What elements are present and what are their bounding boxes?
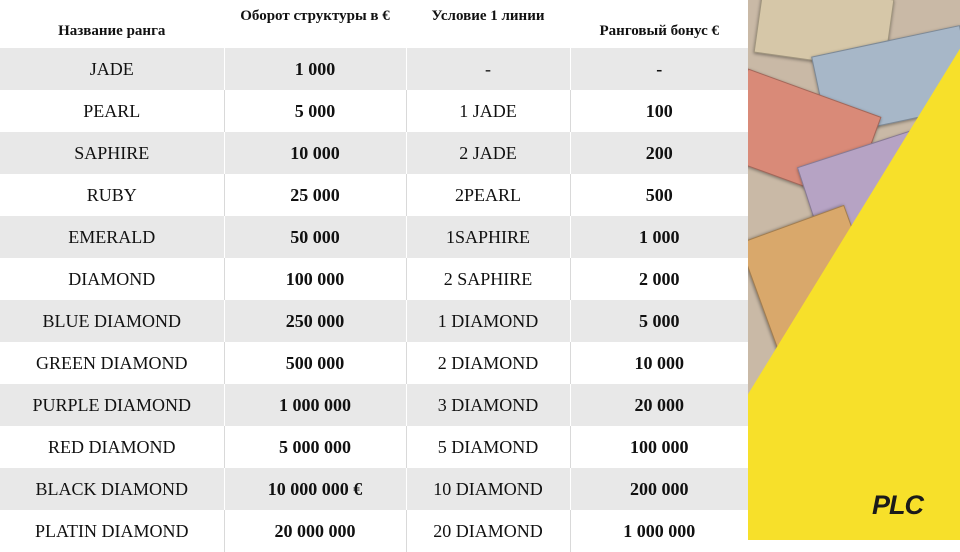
rank-name-cell: PEARL: [0, 90, 224, 132]
rank-name-cell: SAPHIRE: [0, 132, 224, 174]
rank-name-cell: BLACK DIAMOND: [0, 468, 224, 510]
rank-name-cell: PURPLE DIAMOND: [0, 384, 224, 426]
turnover-cell: 50 000: [224, 216, 406, 258]
table-row: [0, 510, 748, 552]
bonus-cell: 500: [570, 174, 748, 216]
condition-cell: 5 DIAMOND: [406, 426, 570, 468]
table-row: [0, 342, 748, 384]
rank-name-cell: JADE: [0, 48, 224, 90]
condition-cell: 10 DIAMOND: [406, 468, 570, 510]
table-row: [0, 384, 748, 426]
header-rank-name: Название ранга: [0, 0, 224, 48]
bonus-cell: 100: [570, 90, 748, 132]
turnover-cell: 1 000 000: [224, 384, 406, 426]
bonus-cell: 1 000 000: [570, 510, 748, 552]
bonus-cell: -: [570, 48, 748, 90]
bonus-cell: 2 000: [570, 258, 748, 300]
turnover-cell: 10 000 000 €: [224, 468, 406, 510]
condition-cell: -: [406, 48, 570, 90]
bonus-cell: 1 000: [570, 216, 748, 258]
table-header-row: [0, 0, 748, 48]
turnover-cell: 5 000 000: [224, 426, 406, 468]
condition-cell: 2PEARL: [406, 174, 570, 216]
condition-cell: 1SAPHIRE: [406, 216, 570, 258]
table-row: [0, 468, 748, 510]
condition-cell: 3 DIAMOND: [406, 384, 570, 426]
rank-name-cell: RUBY: [0, 174, 224, 216]
turnover-cell: 20 000 000: [224, 510, 406, 552]
header-first-line-condition: Условие 1 линии: [406, 0, 570, 48]
condition-cell: 1 JADE: [406, 90, 570, 132]
table-row: [0, 48, 748, 90]
rank-name-cell: PLATIN DIAMOND: [0, 510, 224, 552]
turnover-cell: 500 000: [224, 342, 406, 384]
rank-name-cell: GREEN DIAMOND: [0, 342, 224, 384]
rank-name-cell: RED DIAMOND: [0, 426, 224, 468]
table-row: [0, 90, 748, 132]
table-row: [0, 258, 748, 300]
bonus-cell: 100 000: [570, 426, 748, 468]
bonus-cell: 10 000: [570, 342, 748, 384]
table-row: [0, 300, 748, 342]
turnover-cell: 10 000: [224, 132, 406, 174]
condition-cell: 20 DIAMOND: [406, 510, 570, 552]
condition-cell: 2 JADE: [406, 132, 570, 174]
table-row: [0, 132, 748, 174]
rank-name-cell: BLUE DIAMOND: [0, 300, 224, 342]
turnover-cell: 250 000: [224, 300, 406, 342]
table-row: [0, 174, 748, 216]
bonus-cell: 200: [570, 132, 748, 174]
condition-cell: 2 SAPHIRE: [406, 258, 570, 300]
turnover-cell: 5 000: [224, 90, 406, 132]
banknotes-background: [748, 0, 960, 540]
table-row: [0, 426, 748, 468]
plc-logo: PLC: [872, 490, 923, 520]
condition-cell: 2 DIAMOND: [406, 342, 570, 384]
turnover-cell: 100 000: [224, 258, 406, 300]
bonus-cell: 200 000: [570, 468, 748, 510]
turnover-cell: 25 000: [224, 174, 406, 216]
header-rank-bonus: Ранговый бонус €: [570, 0, 748, 48]
condition-cell: 1 DIAMOND: [406, 300, 570, 342]
bonus-cell: 20 000: [570, 384, 748, 426]
turnover-cell: 1 000: [224, 48, 406, 90]
table-row: [0, 216, 748, 258]
header-turnover: Оборот структуры в €: [224, 0, 406, 48]
rank-name-cell: DIAMOND: [0, 258, 224, 300]
bonus-cell: 5 000: [570, 300, 748, 342]
rank-name-cell: EMERALD: [0, 216, 224, 258]
